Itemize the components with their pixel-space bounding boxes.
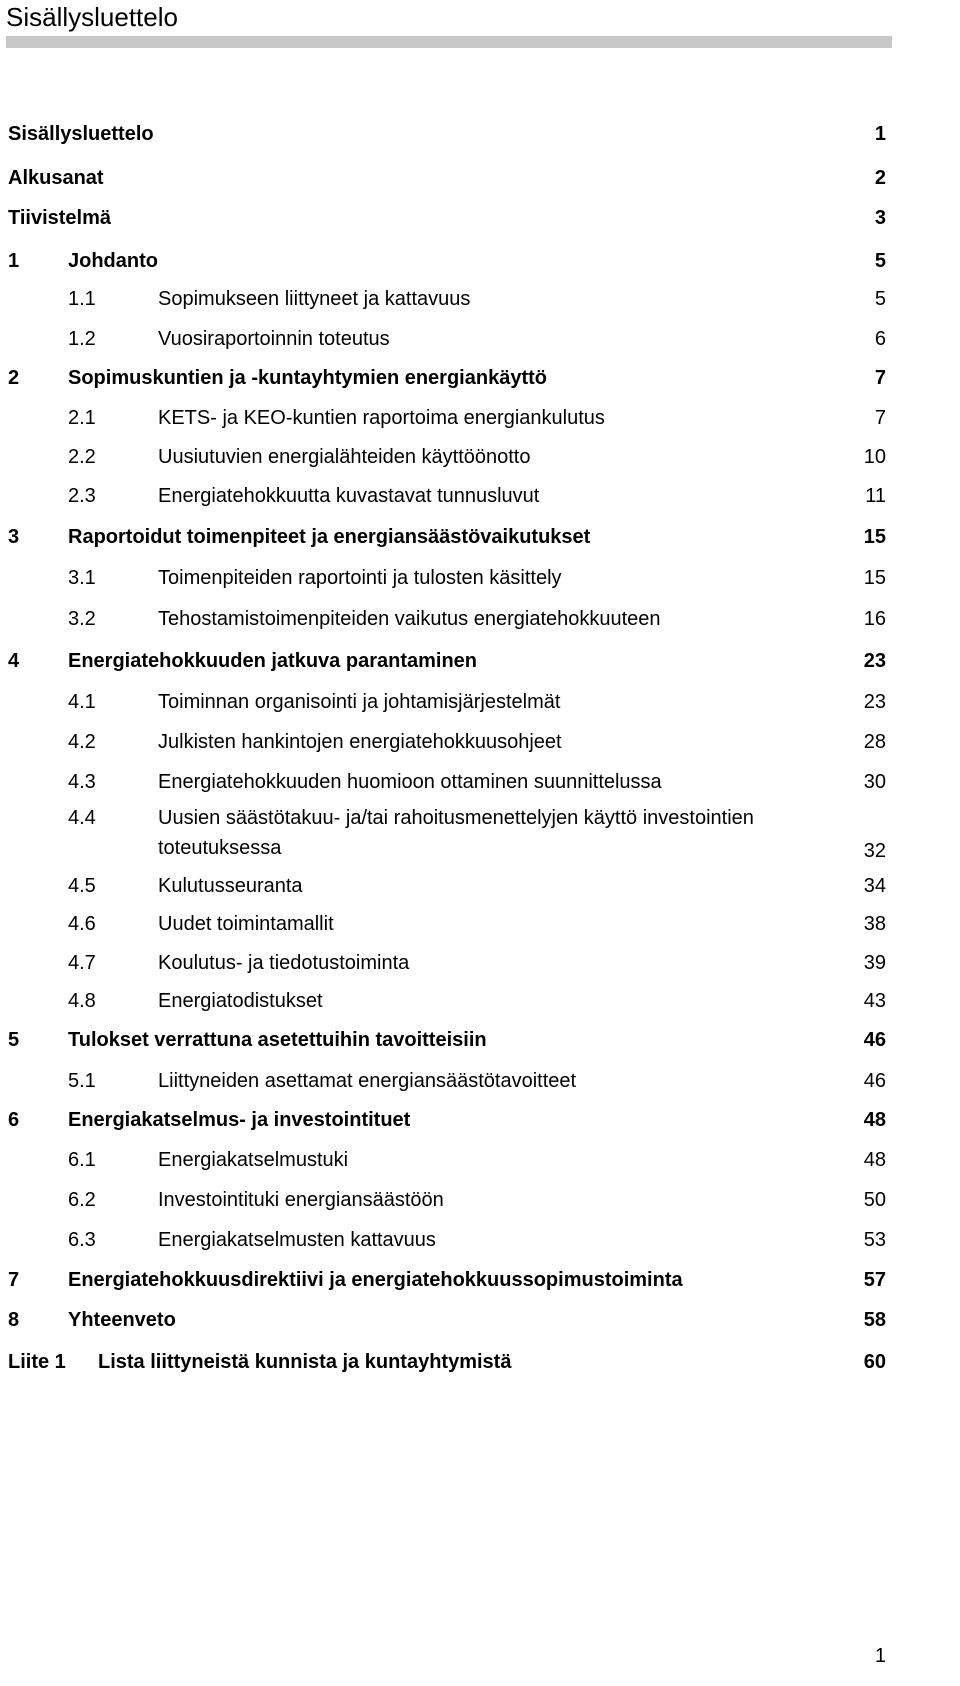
toc-entry-page: 43 [863,990,886,1012]
toc-entry-page: 48 [863,1149,886,1171]
toc-entry-title: Investointituki energiansäästöön [158,1189,444,1211]
toc-entry-title: Sopimuskuntien ja -kuntayhtymien energiankäyttö [68,367,547,389]
toc-entry-page: 30 [863,771,886,793]
toc-entry-number: 6 [8,1109,20,1131]
toc-entry-number: 4 [8,650,20,672]
toc-entry-number: 1.1 [68,288,96,310]
toc-entry-number: 3.1 [68,567,96,589]
toc-entry-title: Yhteenveto [68,1309,176,1331]
toc-entry-page: 50 [863,1189,886,1211]
toc-entry-number: 4.8 [68,990,96,1012]
toc-entry-page: 10 [863,446,886,468]
toc-entry-number: 6.3 [68,1229,96,1251]
toc-entry-page: 5 [874,288,886,310]
toc-entry-title: Energiatodistukset [158,990,323,1012]
toc-entry-title: Energiatehokkuuden huomioon ottaminen suunnittelussa [158,771,662,793]
toc-entry-title: Uudet toimintamallit [158,913,334,935]
toc-entry-number: 1.2 [68,328,96,350]
toc-entry-number: 4.4 [68,807,96,829]
toc-entry-number: Liite 1 [8,1351,66,1373]
toc-entry-page: 58 [863,1309,886,1331]
toc-entry-page: 5 [874,250,886,272]
toc-entry-page: 16 [863,608,886,630]
toc-entry-title: Julkisten hankintojen energiatehokkuusohjeet [158,731,562,753]
toc-entry-page: 34 [863,875,886,897]
title-underline [6,36,892,48]
toc-entry-page: 39 [863,952,886,974]
toc-entry-page: 28 [863,731,886,753]
toc-entry-page: 32 [863,840,886,862]
toc-entry-title: Koulutus- ja tiedotustoiminta [158,952,410,974]
toc-entry-number: 4.7 [68,952,96,974]
page-title: Sisällysluettelo [6,2,178,32]
toc-entry-title: KETS- ja KEO-kuntien raportoima energiankulutus [158,407,605,429]
toc-entry-number: 4.3 [68,771,96,793]
toc-entry-title: Tiivistelmä [8,207,112,229]
toc-entry-page: 2 [874,167,886,189]
toc-entry-page: 15 [863,567,886,589]
toc-entry-page: 3 [874,207,886,229]
toc-entry-title: Liittyneiden asettamat energiansäästötavoitteet [158,1070,577,1092]
toc-entry-page: 48 [863,1109,886,1131]
toc-entry-title: Uusiutuvien energialähteiden käyttöönotto [158,446,531,468]
toc-entry-title: Energiatehokkuutta kuvastavat tunnusluvut [158,485,540,507]
toc-entry-page: 6 [874,328,886,350]
toc-entry-number: 8 [8,1309,20,1331]
toc-entry-page: 1 [874,123,886,145]
toc-entry-title: Lista liittyneistä kunnista ja kuntayhtymistä [98,1351,512,1373]
toc-entry-title: Tehostamistoimenpiteiden vaikutus energiatehokkuuteen [158,608,661,630]
toc-entry-number: 5 [8,1029,20,1051]
toc-entry-number: 2.2 [68,446,96,468]
toc-entry-page: 23 [863,650,886,672]
toc-entry-number: 6.2 [68,1189,96,1211]
toc-entry-title: Energiakatselmustuki [158,1149,349,1171]
toc-entry-page: 60 [863,1351,886,1373]
toc-entry-title: Energiakatselmus- ja investointituet [68,1109,411,1131]
toc-entry-title: Toiminnan organisointi ja johtamisjärjestelmät [158,691,561,713]
toc-entry-page: 7 [874,367,886,389]
toc-entry-number: 1 [8,250,20,272]
toc-entry-page: 57 [863,1269,886,1291]
toc-entry-page: 15 [863,526,886,548]
toc-entry-number: 2.3 [68,485,96,507]
toc-entry-title: Energiatehokkuusdirektiivi ja energiatehokkuussopimustoiminta [68,1269,683,1291]
toc-entry-title: Raportoidut toimenpiteet ja energiansäästövaikutukset [68,526,591,548]
toc-entry-page: 38 [863,913,886,935]
toc-entry-page: 23 [863,691,886,713]
toc-entry-title: Toimenpiteiden raportointi ja tulosten käsittely [158,567,562,589]
toc-entry-number: 4.5 [68,875,96,897]
toc-entry-page: 7 [874,407,886,429]
toc-entry-number: 7 [8,1269,20,1291]
toc-entry-number: 3.2 [68,608,96,630]
toc-entry-number: 6.1 [68,1149,96,1171]
toc-entry-title: Kulutusseuranta [158,875,303,897]
toc-entry-number: 2.1 [68,407,96,429]
toc-entry-title: Vuosiraportoinnin toteutus [158,328,390,350]
toc-entry-title: Energiakatselmusten kattavuus [158,1229,436,1251]
toc-entry-number: 5.1 [68,1070,96,1092]
toc-entry-title: Sisällysluettelo [8,123,154,145]
toc-entry-page: 46 [863,1029,886,1051]
toc-entry-page: 53 [863,1229,886,1251]
toc-entry-title: Sopimukseen liittyneet ja kattavuus [158,288,471,310]
toc-entry-title: Johdanto [68,250,158,272]
toc-entry-number: 2 [8,367,20,389]
toc-entry-page: 11 [865,485,886,507]
toc-entry-title: Alkusanat [8,167,104,189]
toc-entry-title: Energiatehokkuuden jatkuva parantaminen [68,650,477,672]
toc-entry-number: 3 [8,526,20,548]
page-number: 1 [874,1645,886,1667]
toc-entry-page: 46 [863,1070,886,1092]
toc-entry-number: 4.2 [68,731,96,753]
toc-entry-title: Uusien säästötakuu- ja/tai rahoitusmenettelyjen käyttö investointien toteutuksessa [158,807,754,859]
toc-entry-title: Tulokset verrattuna asetettuihin tavoitteisiin [68,1029,487,1051]
toc-entry-number: 4.1 [68,691,96,713]
toc-entry-number: 4.6 [68,913,96,935]
